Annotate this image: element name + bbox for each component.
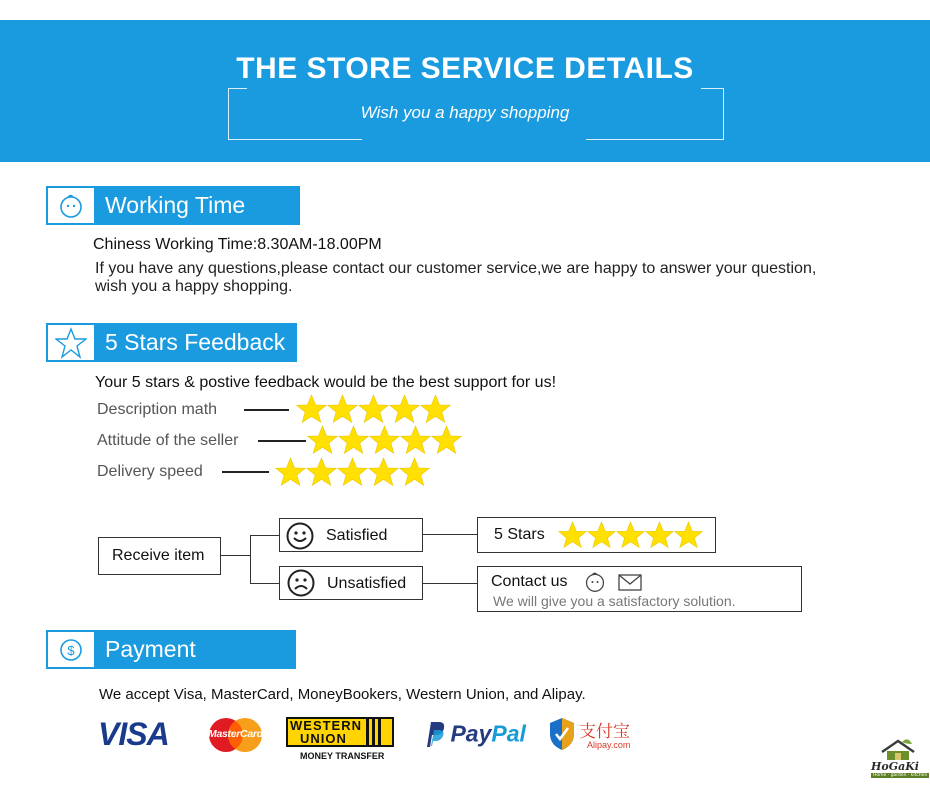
- section-title: Working Time: [105, 192, 246, 218]
- star-icon: [616, 521, 645, 550]
- working-hours-text: Chiness Working Time:8.30AM-18.00PM: [93, 236, 382, 253]
- page-title: THE STORE SERVICE DETAILS: [236, 52, 694, 85]
- paypal-logo: PayPal: [424, 720, 526, 750]
- rating-label-attitude: Attitude of the seller: [97, 432, 239, 449]
- contact-us-link[interactable]: Contact us: [491, 573, 568, 590]
- flow-connector: [250, 583, 280, 584]
- working-message-line1: If you have any questions,please contact our customer service,we are happy to answer your question,: [95, 260, 817, 277]
- unsatisfied-label: Unsatisfied: [327, 575, 407, 592]
- section-title: Payment: [105, 636, 196, 662]
- unsatisfied-box: [279, 566, 423, 600]
- receive-item-box: [98, 537, 221, 575]
- svg-text:$: $: [67, 642, 75, 658]
- star-icon: [400, 425, 431, 456]
- star-icon: [558, 521, 587, 550]
- section-title: 5 Stars Feedback: [105, 329, 286, 355]
- satisfied-box: [279, 518, 423, 552]
- satisfied-label: Satisfied: [326, 527, 388, 544]
- star-icon: [337, 457, 368, 488]
- mastercard-logo: MasterCard: [207, 717, 264, 753]
- star-icon: [338, 425, 369, 456]
- contact-box: [477, 566, 802, 612]
- western-union-logo: WESTERN UNION MONEY TRANSFER: [286, 717, 396, 763]
- alipay-logo: 支付宝 Alipay.com: [549, 717, 639, 753]
- star-icon: [674, 521, 703, 550]
- section-header-payment: [46, 630, 296, 669]
- star-icon: [296, 394, 327, 425]
- rating-connector: [258, 440, 306, 442]
- working-message-line2: wish you a happy shopping.: [95, 278, 293, 295]
- star-icon: [368, 457, 399, 488]
- star-icon: [307, 425, 338, 456]
- hogaki-brand-logo: HoGaKi Home · garden · kitchen: [868, 738, 928, 780]
- flow-connector: [221, 555, 251, 556]
- page-subtitle: Wish you a happy shopping: [360, 103, 570, 122]
- star-icon: [587, 521, 616, 550]
- rating-label-delivery: Delivery speed: [97, 463, 203, 480]
- dollar-coin-icon: [48, 632, 94, 667]
- flow-connector: [423, 583, 478, 584]
- five-stars-rating: [558, 521, 703, 550]
- feedback-intro: Your 5 stars & postive feedback would be the best support for us!: [95, 374, 557, 391]
- rating-stars-delivery: [275, 457, 430, 488]
- star-outline-icon: [48, 325, 94, 360]
- star-icon: [389, 394, 420, 425]
- star-icon: [420, 394, 451, 425]
- flow-connector: [250, 535, 251, 584]
- flow-connector: [423, 534, 478, 535]
- rating-label-description: Description math: [97, 401, 218, 418]
- sad-face-icon: [287, 569, 315, 602]
- receive-item-label: Receive item: [112, 547, 205, 564]
- star-icon: [306, 457, 337, 488]
- star-icon: [399, 457, 430, 488]
- star-icon: [358, 394, 389, 425]
- five-stars-box: [477, 517, 716, 553]
- section-header-working-time: [46, 186, 300, 225]
- smiley-face-icon: [48, 188, 94, 223]
- visa-logo: VISA: [98, 716, 169, 752]
- smiling-face-icon: [286, 522, 314, 555]
- star-icon: [369, 425, 400, 456]
- section-header-feedback: [46, 323, 297, 362]
- rating-stars-attitude: [307, 425, 462, 456]
- solution-text: We will give you a satisfactory solution.: [493, 593, 736, 609]
- rating-stars-description: [296, 394, 451, 425]
- header-banner: [0, 20, 930, 162]
- payment-accept-text: We accept Visa, MasterCard, MoneyBookers, Western Union, and Alipay.: [99, 686, 586, 703]
- star-icon: [645, 521, 674, 550]
- star-icon: [275, 457, 306, 488]
- rating-connector: [222, 471, 269, 473]
- five-stars-label: 5 Stars: [494, 526, 545, 543]
- star-icon: [431, 425, 462, 456]
- rating-connector: [244, 409, 289, 411]
- star-icon: [327, 394, 358, 425]
- flow-connector: [250, 535, 280, 536]
